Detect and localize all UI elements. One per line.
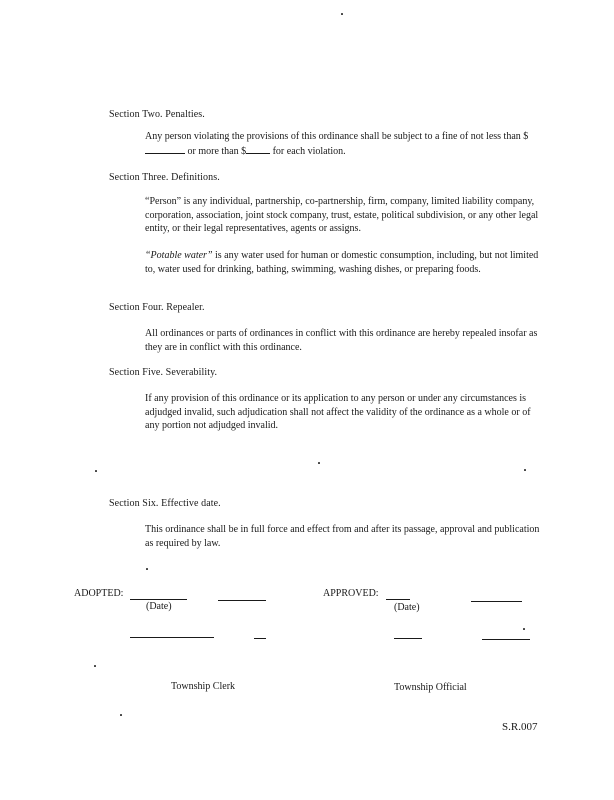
water-term: “Potable water” [145,250,213,261]
penalty-text-a: Any person violating the provisions of this ordinance shall be subject to a fine of not less than $ [145,131,529,142]
scan-speck [523,628,525,630]
fine-max-blank [246,144,270,154]
scan-speck [341,13,343,15]
approved-label: APPROVED: [323,588,379,599]
township-official-label: Township Official [394,682,467,693]
official-extra-line [482,639,530,640]
clerk-extra-line [254,638,266,639]
scan-speck [94,665,96,667]
adopted-label: ADOPTED: [74,588,124,599]
fine-min-blank [145,144,185,154]
definition-person [145,195,543,236]
township-clerk-label: Township Clerk [171,681,236,692]
approved-date-label: (Date) [394,602,420,613]
adopted-date-line [218,600,266,601]
scan-speck [524,469,526,471]
approved-date-line [471,601,522,602]
definition-potable-water [145,249,543,276]
section-two-heading: Section Two. Penalties. [109,109,205,120]
section-six-heading: Section Six. Effective date. [109,498,221,509]
section-three-heading: Section Three. Definitions. [109,172,220,183]
section-two-text [145,130,543,158]
section-six-text: This ordinance shall be in full force and effect from and after its passage, approval and publication as required by law. [145,524,540,549]
penalty-text-b: or more than $ [187,145,247,157]
scan-speck [318,462,320,464]
section-five-heading: Section Five. Severability. [109,367,218,378]
approved-signature-line [386,599,410,600]
document-code: S.R.007 [502,721,538,733]
official-signature-line [394,638,422,639]
person-definition: is any individual, partnership, co-partnership, firm, company, limited liability company, corporation, association, joint stock company, trust, estate, political subdivision, or any other legal entity, or their legal representatives, agents or assigns. [145,196,539,235]
adopted-date-label: (Date) [146,601,172,612]
scan-speck [95,470,97,472]
section-five-text: If any provision of this ordinance or its application to any person or under any circumstances is adjudged invalid, such adjudication shall not affect the validity of the ordinance as a whole or of any portion not adjudged invalid. [145,393,531,432]
penalty-text-c: for each violation. [272,145,346,157]
section-four-heading: Section Four. Repealer. [109,302,205,313]
section-four-text: All ordinances or parts of ordinances in conflict with this ordinance are hereby repealed insofar as they are in conflict with this ordinance. [145,328,538,353]
scan-speck [120,714,122,716]
scan-speck [146,568,148,570]
clerk-signature-line [130,637,214,638]
person-term: “Person” [145,196,182,207]
water-definition: is any water used for human or domestic consumption, including, but not limited to, water used for drinking, bathing, swimming, washing dishes, or preparing foods. [145,250,539,275]
adopted-signature-line [130,599,187,600]
